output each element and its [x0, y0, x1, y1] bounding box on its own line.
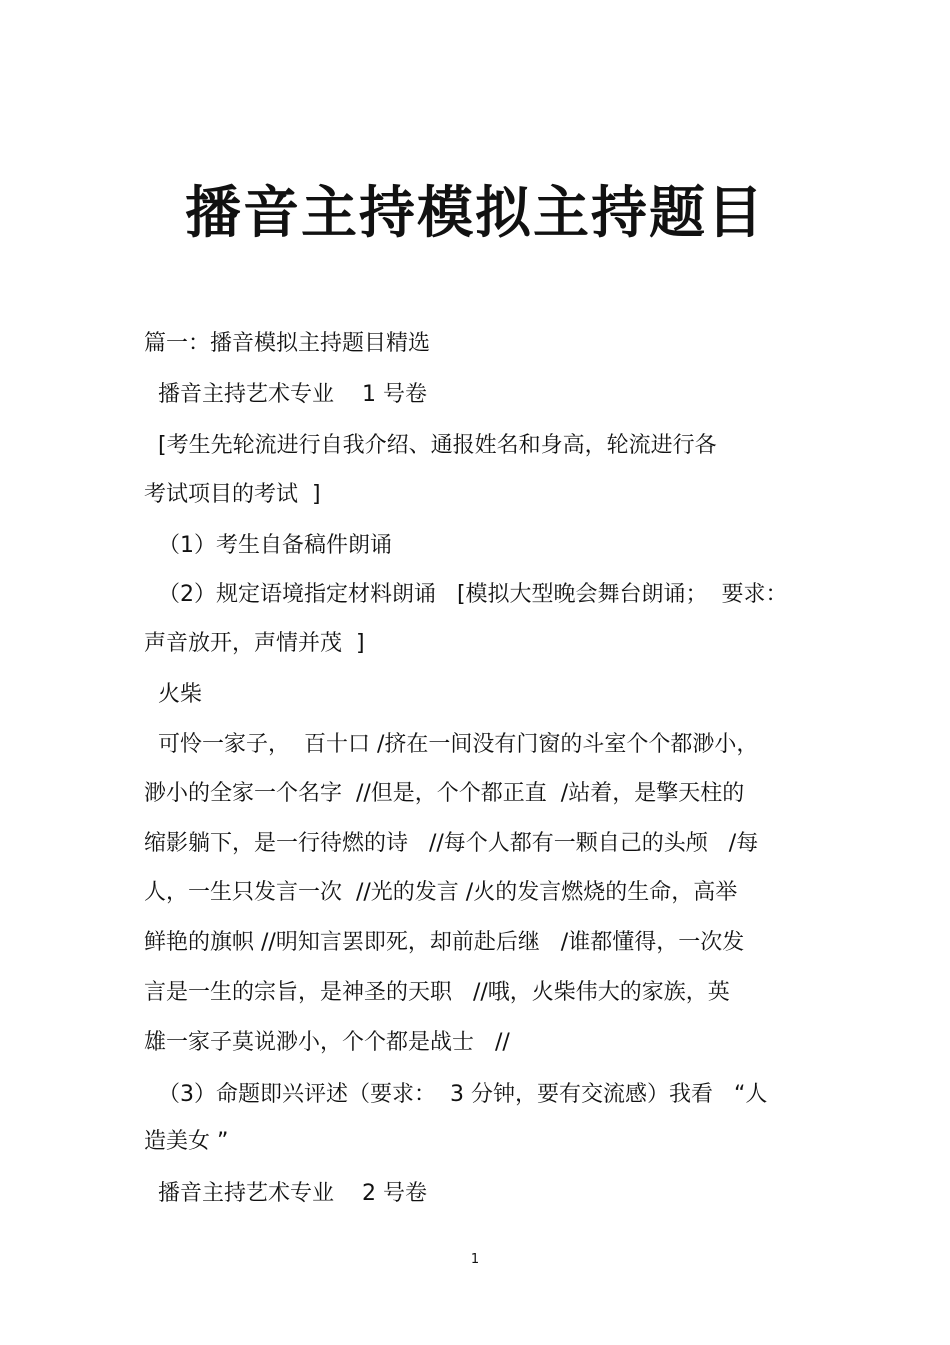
page-number: 1 — [470, 1252, 480, 1267]
section-heading: 篇一：播音模拟主持题目精选 — [144, 331, 431, 356]
task-item: 声音放开，声情并茂 ] — [144, 631, 365, 656]
document-title: 播音主持模拟主持题目 — [185, 180, 765, 246]
paper-label: 播音主持艺术专业 1 号卷 — [144, 382, 427, 407]
task-item: （2）规定语境指定材料朗诵 [模拟大型晚会舞台朗诵； 要求： — [144, 582, 788, 607]
task-item: （3）命题即兴评述（要求： 3 分钟，要有交流感）我看 “人 — [144, 1082, 768, 1107]
poem-line: 雄一家子莫说渺小，个个都是战士 // — [144, 1030, 510, 1055]
poem-line: 鲜艳的旗帜 //明知言罢即死，却前赴后继 /谁都懂得，一次发 — [144, 930, 745, 955]
poem-line: 言是一生的宗旨，是神圣的天职 //哦，火柴伟大的家族，英 — [144, 980, 730, 1005]
poem-line: 渺小的全家一个名字 //但是，个个都正直 /站着，是擎天柱的 — [144, 781, 745, 806]
poem-line: 可怜一家子， 百十口 /挤在一间没有门窗的斗室个个都渺小， — [144, 732, 759, 757]
poem-line: 人，一生只发言一次 //光的发言 /火的发言燃烧的生命，高举 — [144, 880, 738, 905]
task-item: 造美女 ” — [144, 1129, 229, 1154]
task-item: （1）考生自备稿件朗诵 — [144, 533, 392, 558]
instruction-line: 考试项目的考试 ] — [144, 482, 321, 507]
poem-line: 缩影躺下，是一行待燃的诗 //每个人都有一颗自己的头颅 /每 — [144, 831, 759, 856]
poem-title: 火柴 — [144, 682, 202, 707]
paper-label: 播音主持艺术专业 2 号卷 — [144, 1181, 427, 1206]
instruction-line: [考生先轮流进行自我介绍、通报姓名和身高，轮流进行各 — [144, 433, 717, 458]
